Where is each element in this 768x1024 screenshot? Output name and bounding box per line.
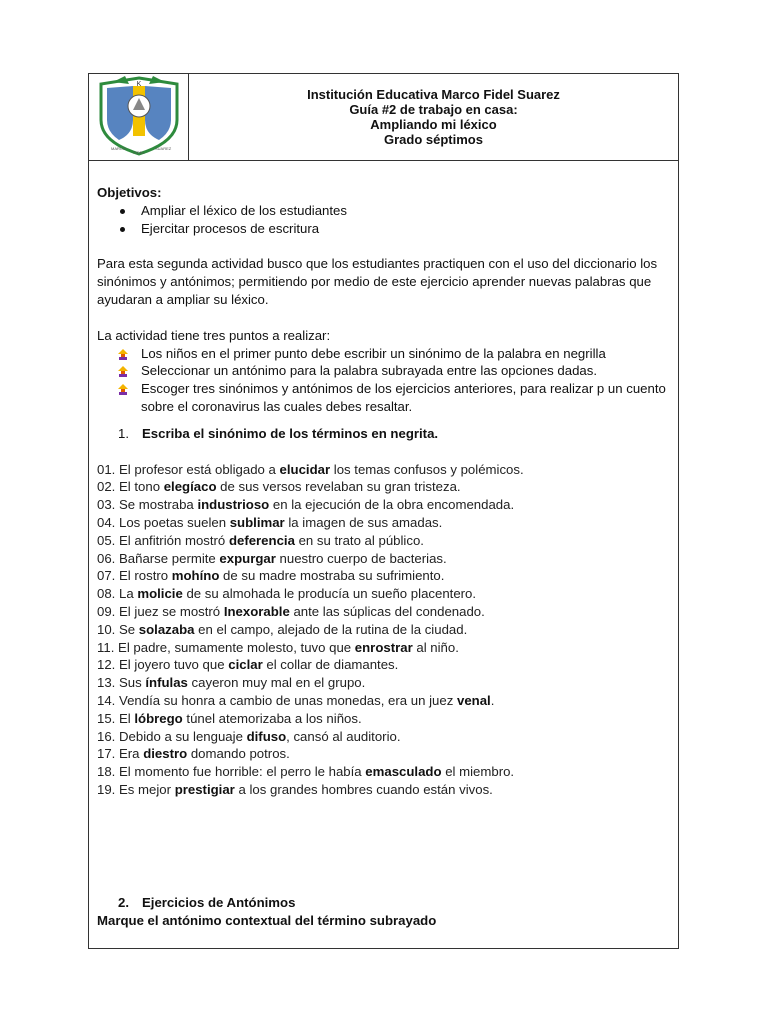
exercise-term: difuso [246, 728, 287, 744]
section1-number: 1. [118, 425, 129, 441]
exercise-item [97, 550, 670, 568]
logo-cell [89, 74, 189, 160]
exercise-item [97, 674, 670, 692]
exercise-item [97, 585, 670, 603]
exercise-item [97, 514, 670, 532]
title-cell [189, 74, 678, 160]
section2 [97, 894, 436, 930]
exercise-text: , cansó al auditorio. [286, 728, 401, 744]
exercise-item [97, 745, 670, 763]
exercise-text: de su almohada le producía un sueño placentero. [182, 586, 477, 602]
exercise-text: los temas confusos y polémicos. [330, 461, 524, 477]
exercise-text: nuestro cuerpo de bacterias. [275, 550, 447, 566]
exercise-text: 02. El tono [97, 479, 164, 495]
exercise-text: 09. El juez se mostró [97, 603, 224, 619]
exercise-item [97, 728, 670, 746]
objective-item: Ampliar el léxico de los estudiantes [117, 202, 670, 220]
exercise-text: 08. La [97, 586, 138, 602]
exercise-text: en la ejecución de la obra encomendada. [269, 497, 515, 513]
exercise-text: la imagen de sus amadas. [284, 514, 443, 530]
exercise-text: 06. Bañarse permite [97, 550, 220, 566]
exercise-text: 16. Debido a su lenguaje [97, 728, 247, 744]
exercise-item [97, 621, 670, 639]
institution-name: Institución Educativa Marco Fidel Suarez [307, 87, 560, 102]
exercise-text: 12. El joyero tuvo que [97, 657, 229, 673]
exercise-term: sublimar [229, 514, 285, 530]
exercise-text: de sus versos revelaban su gran tristeza. [216, 479, 461, 495]
exercise-text: cayeron muy mal en el grupo. [187, 675, 366, 691]
exercise-item [97, 763, 670, 781]
exercise-term: Inexorable [223, 603, 290, 619]
grade-title: Grado séptimos [384, 132, 483, 147]
document-body [97, 184, 670, 799]
arrow-bullet-icon [117, 384, 129, 395]
section1-heading [97, 425, 670, 443]
svg-text:K: K [136, 81, 142, 88]
exercise-term: molicie [137, 586, 183, 602]
exercise-text: a los grandes hombres cuando están vivos. [234, 781, 493, 797]
intro-paragraph: Para esta segunda actividad busco que los estudiantes practiquen con el uso del diccionario los sinónimos y antónimos; permitiendo por medio de este ejercicio aprender nuevas palabras que ayudaran a ampliar su léxico. [97, 256, 658, 307]
exercise-text: 13. Sus [97, 675, 146, 691]
exercise-term: diestro [143, 746, 188, 762]
activity-point [117, 380, 670, 416]
section2-number: 2. [118, 895, 129, 910]
exercise-text: de su madre mostraba su sufrimiento. [219, 568, 445, 584]
exercise-text: 03. Se mostraba [97, 497, 198, 513]
exercise-item [97, 478, 670, 496]
crest-motto-right: SUAREZ [155, 146, 172, 151]
exercise-text: 18. El momento fue horrible: el perro le había [97, 764, 366, 780]
exercise-term: elegíaco [163, 479, 217, 495]
section2-title: Ejercicios de Antónimos [142, 895, 296, 910]
exercise-text: 14. Vendía su honra a cambio de unas monedas, era un juez [97, 692, 457, 708]
section2-instruction: Marque el antónimo contextual del término subrayado [97, 912, 437, 928]
activity-points [97, 345, 670, 416]
exercise-term: enrostrar [354, 639, 413, 655]
exercise-item [97, 532, 670, 550]
exercise-text: al niño. [412, 639, 459, 655]
section1-title: Escriba el sinónimo de los términos en negrita. [142, 425, 439, 441]
objective-item: Ejercitar procesos de escritura [117, 220, 670, 238]
exercise-text: 15. El [97, 710, 135, 726]
exercise-term: deferencia [228, 532, 295, 548]
exercise-item [97, 639, 670, 657]
objectives-heading: Objetivos: [97, 185, 162, 200]
arrow-bullet-icon [117, 366, 129, 377]
arrow-bullet-icon [117, 349, 129, 360]
document-frame [88, 73, 679, 949]
exercise-text: 01. El profesor está obligado a [97, 461, 280, 477]
activity-lead: La actividad tiene tres puntos a realizar: [97, 327, 331, 343]
exercise-item [97, 656, 670, 674]
exercise-text: 05. El anfitrión mostró [97, 532, 229, 548]
exercise-term: prestigiar [174, 781, 235, 797]
exercise-term: elucidar [279, 461, 331, 477]
section2-heading [97, 894, 436, 912]
exercise-text: domando potros. [187, 746, 290, 762]
objectives-list [97, 202, 670, 238]
exercise-text: 17. Era [97, 746, 144, 762]
exercise-text: ante las súplicas del condenado. [289, 603, 485, 619]
crest-motto-left: MARCO [111, 146, 126, 151]
guide-title: Guía #2 de trabajo en casa: [349, 102, 518, 117]
exercise-item [97, 567, 670, 585]
activity-point [117, 345, 670, 363]
exercise-term: expurgar [219, 550, 276, 566]
exercise-term: industrioso [197, 497, 270, 513]
exercise-text: en su trato al público. [294, 532, 424, 548]
synonym-exercise-list [97, 461, 670, 799]
activity-point-text: Los niños en el primer punto debe escribir un sinónimo de la palabra en negrilla [141, 345, 606, 361]
exercise-text: en el campo, alejado de la rutina de la ciudad. [194, 621, 468, 637]
crest-motto-center: FIDEL [133, 150, 145, 155]
exercise-term: mohíno [171, 568, 220, 584]
exercise-text: 04. Los poetas suelen [97, 514, 230, 530]
document-header [89, 74, 678, 161]
exercise-text: . [490, 692, 495, 708]
exercise-item [97, 496, 670, 514]
exercise-item [97, 461, 670, 479]
activity-point [117, 362, 670, 380]
exercise-text: 07. El rostro [97, 568, 172, 584]
exercise-item [97, 692, 670, 710]
exercise-term: emasculado [365, 764, 442, 780]
exercise-text: 19. Es mejor [97, 781, 175, 797]
exercise-text: túnel atemorizaba a los niños. [182, 710, 362, 726]
exercise-term: venal [456, 692, 491, 708]
exercise-term: ínfulas [145, 675, 188, 691]
exercise-item [97, 781, 670, 799]
activity-point-text: Escoger tres sinónimos y antónimos de los ejercicios anteriores, para realizar p un cuento sobre el coronavirus las cuales debes resaltar. [141, 381, 666, 414]
exercise-term: solazaba [138, 621, 195, 637]
exercise-text: el collar de diamantes. [262, 657, 399, 673]
school-crest-icon [93, 76, 185, 156]
exercise-text: el miembro. [441, 764, 515, 780]
exercise-term: lóbrego [134, 710, 183, 726]
topic-title: Ampliando mi léxico [370, 117, 497, 132]
activity-point-text: Seleccionar un antónimo para la palabra subrayada entre las opciones dadas. [141, 363, 597, 379]
exercise-item [97, 603, 670, 621]
exercise-text: 10. Se [97, 621, 139, 637]
exercise-term: ciclar [228, 657, 263, 673]
exercise-text: 11. El padre, sumamente molesto, tuvo que [97, 639, 355, 655]
exercise-item [97, 710, 670, 728]
